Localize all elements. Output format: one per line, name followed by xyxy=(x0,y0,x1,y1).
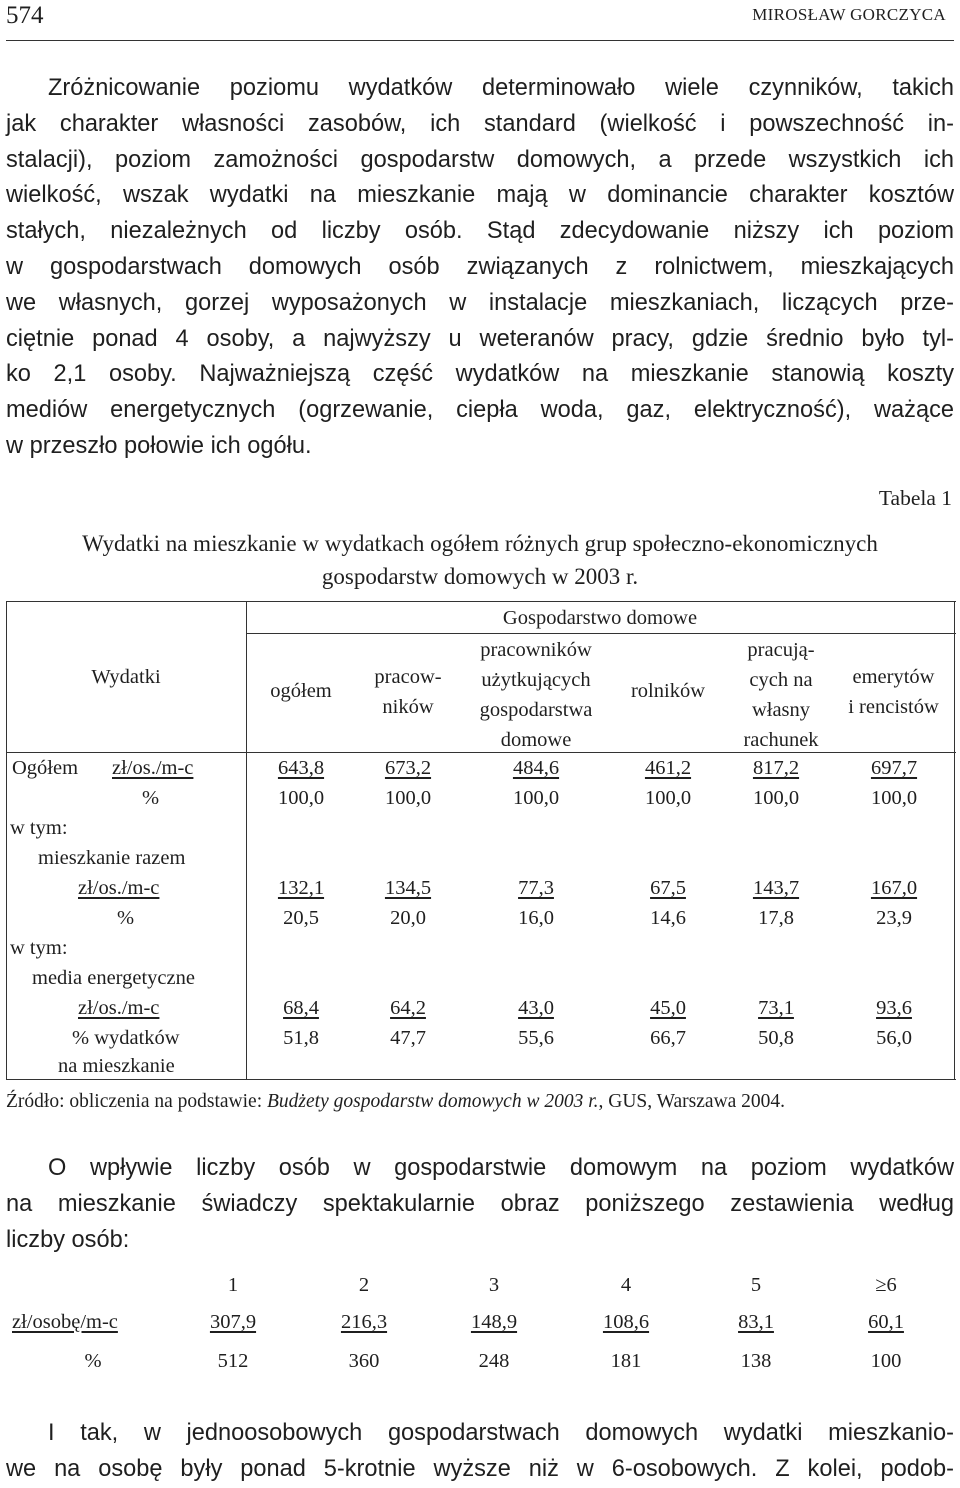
persons-header: 5 xyxy=(750,1274,762,1296)
col-header: pracują- cych na własny rachunek xyxy=(743,639,819,751)
table-cell: 67,5 xyxy=(650,877,686,899)
paragraph-line: Zróżnicowanie poziomu wydatków determinowało wiele czynników, takich xyxy=(48,75,954,101)
paragraph-line: ciętnie ponad 4 osoby, a najwyższy u weteranów pracy, gdzie średnio było tyl- xyxy=(6,325,954,352)
source-prefix: Źródło: obliczenia na podstawie: xyxy=(6,1091,268,1112)
row-label: % wydatków xyxy=(72,1027,180,1049)
table-cell: 43,0 xyxy=(518,997,554,1019)
row1-label: zł/osobę/m-c xyxy=(12,1311,118,1333)
table-cell: 100,0 xyxy=(752,787,800,809)
caption-line: Wydatki na mieszkanie w wydatkach ogółem różnych grup społeczno-ekonomicznych xyxy=(82,531,878,556)
table-cell: 66,7 xyxy=(650,1027,686,1049)
persons-cell: 216,3 xyxy=(340,1311,388,1333)
expenditure-table xyxy=(6,601,956,1079)
table-cell: 484,6 xyxy=(512,757,560,779)
paragraph-line: w przeszło połowie ich ogółu. xyxy=(6,432,312,459)
table-cell: 23,9 xyxy=(876,907,912,929)
table-cell: 134,5 xyxy=(384,877,432,899)
source-suffix: , GUS, Warszawa 2004. xyxy=(598,1091,786,1112)
table-cell: 64,2 xyxy=(390,997,426,1019)
row-label: zł/os./m-c xyxy=(78,877,160,899)
table-cell: 673,2 xyxy=(384,757,432,779)
persons-cell: 108,6 xyxy=(602,1311,650,1333)
persons-cell: 360 xyxy=(348,1350,380,1372)
table-cell: 14,6 xyxy=(650,907,686,929)
table-cell: 461,2 xyxy=(644,757,692,779)
table-cell: 132,1 xyxy=(277,877,325,899)
table-cell: 17,8 xyxy=(758,907,794,929)
persons-cell: 248 xyxy=(478,1350,510,1372)
table-cell: 45,0 xyxy=(650,997,686,1019)
paragraph-line: ko 2,1 osoby. Najważniejszą część wydatków na mieszkanie stanowią koszty xyxy=(6,361,954,388)
row-label: na mieszkanie xyxy=(58,1055,175,1077)
paragraph-line: stalacji), poziom zamożności gospodarstw domowych, a przede wszystkich ich xyxy=(6,146,954,173)
row-label: zł/os./m-c xyxy=(112,757,194,779)
paragraph-line: we własnych, gorzej wyposażonych w instalacje mieszkaniach, liczących prze- xyxy=(6,289,954,316)
row-label: media energetyczne xyxy=(32,967,195,989)
persons-cell: 60,1 xyxy=(868,1311,904,1333)
table-cell: 47,7 xyxy=(390,1027,426,1049)
row-label: w tym: xyxy=(10,937,68,959)
paragraph-1 xyxy=(6,71,954,465)
table-cell: 20,0 xyxy=(390,907,426,929)
persons-cell: 307,9 xyxy=(209,1311,257,1333)
page-number: 574 xyxy=(6,2,44,29)
row-label: w tym: xyxy=(10,817,68,839)
persons-header: ≥6 xyxy=(875,1274,897,1296)
table-rule xyxy=(6,601,956,602)
table-cell: 100,0 xyxy=(512,787,560,809)
persons-cell: 181 xyxy=(610,1350,642,1372)
paragraph-3 xyxy=(6,1416,954,1488)
persons-cell: 138 xyxy=(740,1350,772,1372)
table-cell: 55,6 xyxy=(518,1027,554,1049)
col-header: pracowników użytkujących gospodarstwa domowe xyxy=(479,639,593,751)
paragraph-line: I tak, w jednoosobowych gospodarstwach domowych wydatki mieszkanio- xyxy=(48,1420,954,1446)
persons-cell: 512 xyxy=(217,1350,249,1372)
group-header: Gospodarstwo domowe xyxy=(502,607,698,629)
paragraph-line: wielkość, wszak wydatki na mieszkanie mają w dominancie charakter kosztów xyxy=(6,182,954,209)
table-cell: 817,2 xyxy=(752,757,800,779)
table-cell: 93,6 xyxy=(876,997,912,1019)
col-header: pracow- ników xyxy=(374,666,442,718)
table-rule xyxy=(246,633,956,634)
caption-line: gospodarstw domowych w 2003 r. xyxy=(321,564,639,589)
persons-cell: 83,1 xyxy=(738,1311,774,1333)
persons-table xyxy=(6,1274,954,1384)
persons-header: 1 xyxy=(227,1274,239,1296)
col-header: ogółem xyxy=(270,680,332,702)
row2-label: % xyxy=(84,1350,102,1372)
paragraph-line: na mieszkanie świadczy spektakularnie obraz poniższego zestawienia według xyxy=(6,1190,954,1217)
paragraph-2 xyxy=(6,1151,954,1258)
table-cell: 51,8 xyxy=(283,1027,319,1049)
persons-header: 2 xyxy=(358,1274,370,1296)
table-cell: 68,4 xyxy=(283,997,319,1019)
paragraph-line: liczby osób: xyxy=(6,1226,130,1253)
table-cell: 16,0 xyxy=(518,907,554,929)
running-head: MIROSŁAW GORCZYCA xyxy=(752,5,946,24)
col-header: emerytów i rencistów xyxy=(848,666,939,718)
page-header xyxy=(6,0,954,41)
table-cell: 167,0 xyxy=(870,877,918,899)
row-label: % xyxy=(117,907,135,929)
col-header: rolników xyxy=(630,680,706,702)
table-cell: 77,3 xyxy=(518,877,554,899)
table-cell: 100,0 xyxy=(384,787,432,809)
table-label: Tabela 1 xyxy=(878,486,952,510)
table-cell: 100,0 xyxy=(644,787,692,809)
paragraph-line: O wpływie liczby osób w gospodarstwie domowym na poziom wydatków xyxy=(48,1155,954,1181)
table-rule xyxy=(954,601,955,1079)
paragraph-line: we na osobę były ponad 5-krotnie wyższe niż w 6-osobowych. Z kolei, podob- xyxy=(6,1455,954,1482)
table-cell: 697,7 xyxy=(870,757,918,779)
table-cell: 100,0 xyxy=(277,787,325,809)
row-label: % xyxy=(142,787,160,809)
paragraph-line: mediów energetycznych (ogrzewanie, ciepła woda, gaz, elektryczność), ważące xyxy=(6,397,954,424)
table-rule xyxy=(246,601,247,1079)
paragraph-line: w gospodarstwach domowych osób związanych z rolnictwem, mieszkających xyxy=(6,253,954,280)
row-label: mieszkanie razem xyxy=(38,847,186,869)
table-caption xyxy=(6,527,954,593)
table-cell: 643,8 xyxy=(277,757,325,779)
source-title: Budżety gospodarstw domowych w 2003 r. xyxy=(267,1091,599,1112)
row-label: Ogółem xyxy=(12,757,79,779)
table-cell: 20,5 xyxy=(283,907,319,929)
persons-header: 4 xyxy=(620,1274,632,1296)
row-label: zł/os./m-c xyxy=(78,997,160,1019)
persons-header: 3 xyxy=(488,1274,500,1296)
table-cell: 100,0 xyxy=(870,787,918,809)
table-cell: 73,1 xyxy=(758,997,794,1019)
paragraph-line: stałych, niezależnych od liczby osób. Stąd zdecydowanie niższy ich poziom xyxy=(6,218,954,245)
row-header: Wydatki xyxy=(91,666,161,688)
table-source xyxy=(6,1091,785,1113)
table-cell: 56,0 xyxy=(876,1027,912,1049)
persons-cell: 100 xyxy=(870,1350,902,1372)
persons-cell: 148,9 xyxy=(470,1311,518,1333)
paragraph-line: jak charakter własności zasobów, ich standard (wielkość i powszechność in- xyxy=(6,110,954,137)
table-cell: 143,7 xyxy=(752,877,800,899)
table-cell: 50,8 xyxy=(758,1027,794,1049)
